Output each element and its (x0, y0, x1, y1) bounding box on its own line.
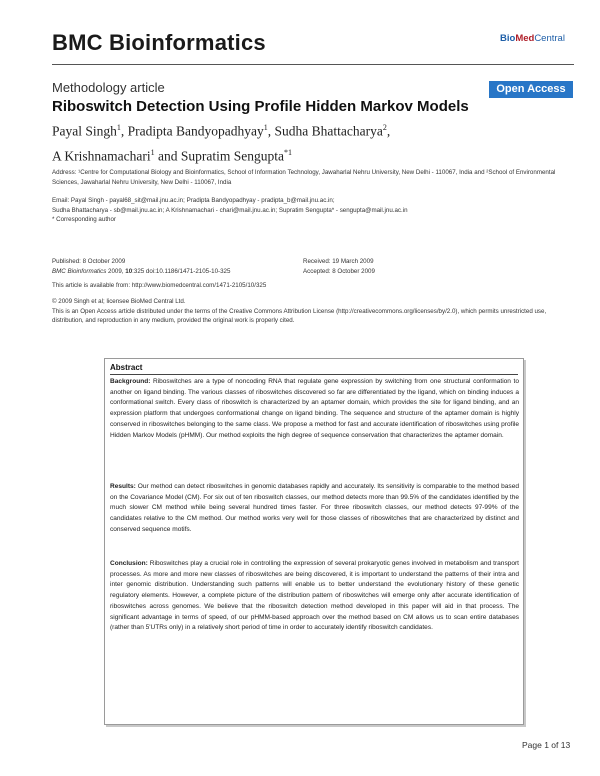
affiliation-marker: 1 (263, 123, 268, 132)
results-label: Results: (110, 483, 136, 490)
logo-med: Med (515, 33, 535, 44)
affiliation-marker: 1 (150, 147, 155, 157)
citation (52, 267, 230, 277)
header-divider (52, 64, 574, 65)
author-separator: , (386, 123, 391, 139)
article-title: Riboswitch Detection Using Profile Hidden Markov Models (52, 98, 469, 115)
received-date: Received: 19 March 2009 (303, 258, 374, 265)
citation-doi: :325 doi:10.1186/1471-2105-10-325 (132, 267, 231, 275)
license-text: This is an Open Access article distributed under the terms of the Creative Commons Attribution License (http://creativecommons.org/licenses/by/2.0), which permits unrestricted use, distribution, and reproduction in any medium, provided the original work is properly cited. (52, 307, 547, 324)
publisher-logo (500, 33, 565, 44)
citation-volume: 10 (125, 267, 133, 275)
logo-bio: Bio (500, 33, 516, 44)
conclusion-label: Conclusion: (110, 560, 148, 567)
authors_line2-author-name: A Krishnamachari (52, 148, 151, 163)
abstract-divider (110, 374, 518, 375)
authors_line1-author-name: Pradipta Bandyopadhyay (127, 123, 264, 139)
article-url-line: This article is available from: http://www.biomedcentral.com/1471-2105/10/325 (52, 282, 267, 289)
authors_line1-author-name: Sudha Bhattacharya (274, 123, 383, 139)
authors-line-2 (52, 142, 572, 167)
logo-central: Central (534, 33, 565, 44)
authors_line1-author-name: Payal Singh (52, 123, 117, 139)
background-label: Background: (110, 378, 151, 385)
author-separator: , (120, 123, 128, 139)
email-line-1: Email: Payal Singh - payal68_sit@mail.jnu.ac.in; Pradipta Bandyopadhyay - pradipta_b@mail.jnu.ac.in; (52, 197, 335, 204)
authors_line2-author-name: Supratim Sengupta (180, 148, 284, 163)
author-list (52, 117, 572, 166)
abstract-background (110, 377, 519, 441)
conclusion-text: Riboswitches play a crucial role in controlling the expression of several prokaryotic genes involved in metabolism and transport processes. As more and more new classes of riboswitches are being discovered, it is important to understand the patterns of their intra and inter genomic distribution. Understanding such patterns will enable us to better understand the evolutionary history of these genetic regulatory elements. However, a complete picture of the distribution pattern of riboswitches will emerge only after accurate identification of riboswitches across genomes. We believe that the riboswitch detection method developed in this paper will aid in that process. The significant advantage in terms of speed, of our pHMM-based approach over the method based on CM allows us to scan entire databases (rather than 5'UTRs only) in a relatively short period of time in order to accurately identify riboswitch candidates. (110, 560, 519, 632)
journal-title: BMC Bioinformatics (52, 30, 266, 55)
affiliation-marker: *1 (283, 147, 292, 157)
published-date: Published: 8 October 2009 (52, 258, 126, 265)
author-separator: and (154, 148, 181, 163)
affiliations: Address: ¹Centre for Computational Biology and Bioinformatics, School of Information Technology, Jawaharlal Nehru University, New Delhi - 110067, India and ²School of Environmental Sciences, Jawaharlal Nehru University, New Delhi - 110067, India (52, 169, 556, 186)
authors-line-1 (52, 117, 572, 142)
abstract-heading: Abstract (110, 363, 143, 372)
article-type: Methodology article (52, 80, 165, 95)
abstract-box (104, 358, 524, 725)
accepted-date: Accepted: 8 October 2009 (303, 267, 375, 275)
submission-info (303, 257, 375, 276)
email-line-2: Sudha Bhattacharya - sb@mail.jnu.ac.in; A Krishnamachari - chari@mail.jnu.ac.in; Supratim Sengupta* - sengupta@mail.jnu.ac.in (52, 206, 408, 214)
corresponding-note: * Corresponding author (52, 216, 116, 223)
abstract-conclusion (110, 559, 519, 634)
citation-year: 2009, (106, 267, 126, 275)
open-access-badge: Open Access (489, 81, 573, 98)
affiliation-marker: 2 (382, 123, 387, 132)
affiliation-marker: 1 (116, 123, 121, 132)
citation-journal: BMC Bioinformatics (52, 267, 107, 275)
background-text: Riboswitches are a type of noncoding RNA that regulate gene expression by switching from one structural conformation to another on ligand binding. The various classes of riboswitches discovered so far are differentiated by the ligand, which on binding induces a conformational switch. Every class of riboswitch is characterized by an aptamer domain, which provides the site for ligand binding, and an expression platform that undergoes conformational change on ligand binding. The sequence and structure of the aptamer domain is highly conserved in riboswitches belonging to the same class. We propose a method for fast and accurate identification of riboswitches using profile Hidden Markov Models (pHMM). Our method exploits the high degree of sequence conservation that characterizes the aptamer domain. (110, 378, 519, 439)
page-number: Page 1 of 13 (522, 740, 571, 750)
abstract-results (110, 482, 519, 536)
copyright: © 2009 Singh et al; licensee BioMed Central Ltd. (52, 298, 186, 305)
author-separator: , (267, 123, 275, 139)
publication-info (52, 257, 230, 276)
results-text: Our method can detect riboswitches in genomic databases rapidly and accurately. Its sensitivity is comparable to the method based on the Covariance Model (CM). For six out of ten riboswitch classes, our method detects more than 99.5% of the candidates identified by the much slower CM method while being several hundred times faster. For three riboswitch classes, our method detects 97-99% of the candidates relative to the CM method. Our method works very well for those classes of riboswitches that are characterized by distinct and conserved sequence motifs. (110, 483, 519, 533)
